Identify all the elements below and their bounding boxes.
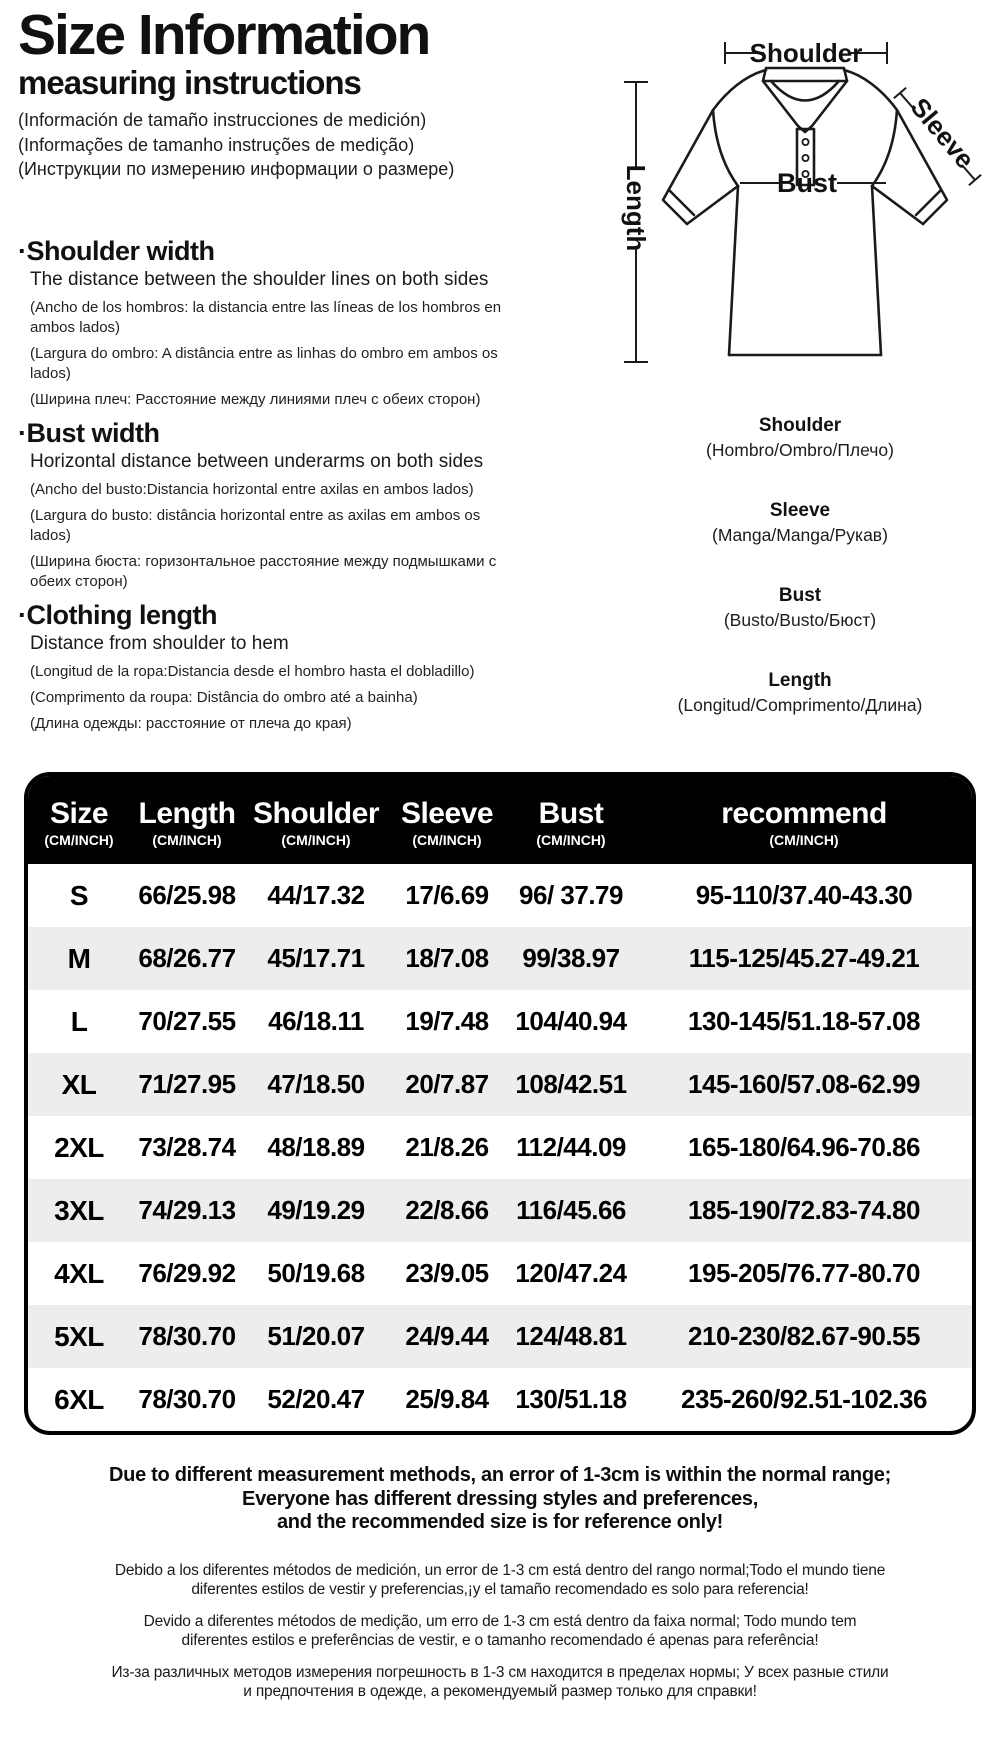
polo-shirt-diagram [570,8,1000,368]
table-cell: 115-125/45.27-49.21 [688,943,920,973]
section-heading: ·Clothing length [18,600,217,630]
size-cell: 3XL [54,1194,104,1226]
size-cell: S [69,879,89,911]
notes [0,1464,1000,1714]
table-cell: 47/18.50 [267,1069,365,1099]
table-cell: 71/27.95 [138,1069,236,1099]
table-cell: 21/8.26 [405,1132,489,1162]
note-english [0,1464,1000,1535]
section-translation-pt: (Largura do busto: distância horizontal entre as axilas em ambos os lados) [30,507,481,544]
legend-translation: (Busto/Busto/Бюст) [723,610,877,630]
size-cell: L [70,1005,88,1037]
table-row [28,864,972,927]
diagram-bust-label: Bust [777,168,837,198]
header [18,4,543,182]
table-cell: 235-260/92.51-102.36 [681,1384,927,1414]
table-cell: 19/7.48 [405,1006,489,1036]
column-header-shoulder: Shoulder (CM/INCH) [244,776,388,864]
legend-term: Bust [778,585,822,606]
table-cell: 17/6.69 [405,880,489,910]
table-cell: 210-230/82.67-90.55 [688,1321,920,1351]
table-cell: 130-145/51.18-57.08 [688,1006,920,1036]
table-row [28,1179,972,1242]
section-translation-es: (Longitud de la ropa:Distancia desde el hombro hasta el dobladillo) [30,663,475,680]
table-cell: 74/29.13 [138,1195,236,1225]
column-header-recommend: recommend (CM/INCH) [636,776,972,864]
note-russian [0,1663,1000,1701]
table-cell: 78/30.70 [138,1321,236,1351]
section-description: The distance between the shoulder lines on both sides [30,269,489,290]
table-cell: 96/ 37.79 [519,880,623,910]
size-cell: M [67,942,91,974]
note-line: Debido a los diferentes métodos de medición, un error de 1-3 cm está dentro del rango normal;Todo el mundo tiene [114,1561,886,1579]
note-portuguese [0,1612,1000,1650]
section-translation-pt: (Comprimento da roupa: Distância do ombro até a bainha) [30,689,418,706]
length-measure-line [621,82,651,362]
table-cell: 45/17.71 [267,943,365,973]
subtitle-translation-ru: (Инструкции по измерению информации о размере) [18,159,455,179]
legend-term: Length [768,670,832,691]
table-cell: 145-160/57.08-62.99 [688,1069,920,1099]
shoulder-measure-bracket [725,38,887,68]
note-line: diferentes estilos de vestir y preferencias,¡y el tamaño recomendado es solo para referencia! [191,1580,809,1598]
note-spanish [0,1561,1000,1599]
legend-sleeve [615,499,985,547]
table-cell: 185-190/72.83-74.80 [688,1195,920,1225]
subtitle-translation-pt: (Informações de tamanho instruções de medição) [18,134,415,155]
measurement-legend [615,414,985,754]
legend-bust [615,584,985,632]
table-row [28,1368,972,1431]
table-cell: 18/7.08 [405,943,489,973]
table-cell: 20/7.87 [405,1069,489,1099]
section-translation-ru: (Длина одежды: расстояние от плеча до края) [30,715,352,732]
size-cell: 2XL [54,1131,104,1163]
size-cell: 4XL [54,1257,104,1289]
table-row [28,990,972,1053]
table-cell: 51/20.07 [267,1321,365,1351]
legend-length [615,669,985,717]
table-cell: 124/48.81 [515,1321,627,1351]
column-header-size: Size (CM/INCH) [28,776,130,864]
note-line: и предпочтения в одежде, а рекомендуемый размер только для справки! [243,1682,757,1700]
section-translation-ru: (Ширина плеч: Расстояние между линиями плеч с обеих сторон) [30,391,481,408]
table-cell: 22/8.66 [405,1195,489,1225]
size-chart-table [24,772,976,1435]
bust-measure-line [740,168,886,198]
column-header-sleeve: Sleeve (CM/INCH) [388,776,506,864]
section-heading: ·Bust width [18,418,160,448]
size-cell: XL [61,1068,97,1100]
table-cell: 104/40.94 [515,1006,627,1036]
size-cell: 6XL [54,1383,104,1415]
section-translation-ru: (Ширина бюста: горизонтальное расстояние между подмышками с обеих сторон) [30,553,497,590]
column-header-bust: Bust (CM/INCH) [506,776,636,864]
table-row [28,1305,972,1368]
shirt-outline [663,68,947,355]
note-line: Everyone has different dressing styles and preferences, [242,1487,758,1510]
table-cell: 48/18.89 [267,1132,365,1162]
diagram-shoulder-label: Shoulder [749,38,863,68]
note-line: and the recommended size is for reference only! [276,1511,724,1533]
section-description: Distance from shoulder to hem [30,633,289,654]
size-table-header-row [28,776,972,864]
section-description: Horizontal distance between underarms on both sides [30,451,484,472]
section-translation-es: (Ancho de los hombros: la distancia entre las líneas de los hombros en ambos lados) [30,299,502,336]
table-cell: 130/51.18 [515,1384,627,1414]
note-line: diferentes estilos e preferências de vestir, e o tamanho recomendado é apenas para referência! [181,1631,819,1649]
legend-term: Shoulder [758,415,842,436]
table-cell: 46/18.11 [268,1006,364,1036]
section-bust-width [18,418,534,592]
table-cell: 195-205/76.77-80.70 [688,1258,920,1288]
table-cell: 108/42.51 [515,1069,627,1099]
table-cell: 25/9.84 [405,1384,489,1414]
table-cell: 52/20.47 [267,1384,365,1414]
legend-shoulder [615,414,985,462]
table-cell: 165-180/64.96-70.86 [688,1132,920,1162]
table-cell: 68/26.77 [138,943,236,973]
table-cell: 99/38.97 [522,943,620,973]
section-heading: ·Shoulder width [18,236,215,266]
table-cell: 50/19.68 [267,1258,365,1288]
legend-term: Sleeve [769,500,831,521]
table-cell: 116/45.66 [516,1195,626,1225]
diagram-sleeve-label: Sleeve [904,91,981,175]
size-table-body [28,864,972,1431]
legend-translation: (Hombro/Ombro/Плечо) [706,440,894,460]
table-cell: 120/47.24 [515,1258,627,1288]
table-cell: 78/30.70 [138,1384,236,1414]
note-line: Devido a diferentes métodos de medição, um erro de 1-3 cm está dentro da faixa normal; Todo mundo tem [143,1612,857,1630]
page-subtitle: measuring instructions [18,64,361,101]
table-cell: 66/25.98 [138,880,236,910]
measurement-sections [18,236,534,742]
table-row [28,1116,972,1179]
table-cell: 76/29.92 [138,1258,236,1288]
column-header-length: Length (CM/INCH) [130,776,244,864]
table-cell: 70/27.55 [138,1006,236,1036]
table-row [28,1242,972,1305]
table-cell: 49/19.29 [267,1195,365,1225]
table-cell: 73/28.74 [138,1132,236,1162]
note-line: Из-за различных методов измерения погрешность в 1-3 см находится в пределах нормы; У всех разные стили [111,1663,889,1681]
legend-translation: (Longitud/Comprimento/Длина) [677,695,923,715]
table-row [28,927,972,990]
table-cell: 112/44.09 [516,1132,626,1162]
section-translation-pt: (Largura do ombro: A distância entre as linhas do ombro em ambos os lados) [30,345,498,382]
table-cell: 95-110/37.40-43.30 [695,880,913,910]
sleeve-measure-bracket [894,88,981,185]
section-translation-es: (Ancho del busto:Distancia horizontal entre axilas en ambos lados) [30,481,474,498]
legend-translation: (Manga/Manga/Рукав) [712,525,888,545]
size-cell: 5XL [54,1320,104,1352]
diagram-length-label: Length [621,164,651,252]
section-shoulder-width [18,236,534,410]
table-cell: 44/17.32 [267,880,365,910]
table-cell: 24/9.44 [405,1321,489,1351]
subtitle-translation-es: (Información de tamaño instrucciones de medición) [18,110,427,130]
note-line: Due to different measurement methods, an error of 1-3cm is within the normal range; [109,1464,891,1486]
table-row [28,1053,972,1116]
section-clothing-length [18,600,534,734]
table-cell: 23/9.05 [405,1258,489,1288]
page-title: Size Information [18,3,430,67]
